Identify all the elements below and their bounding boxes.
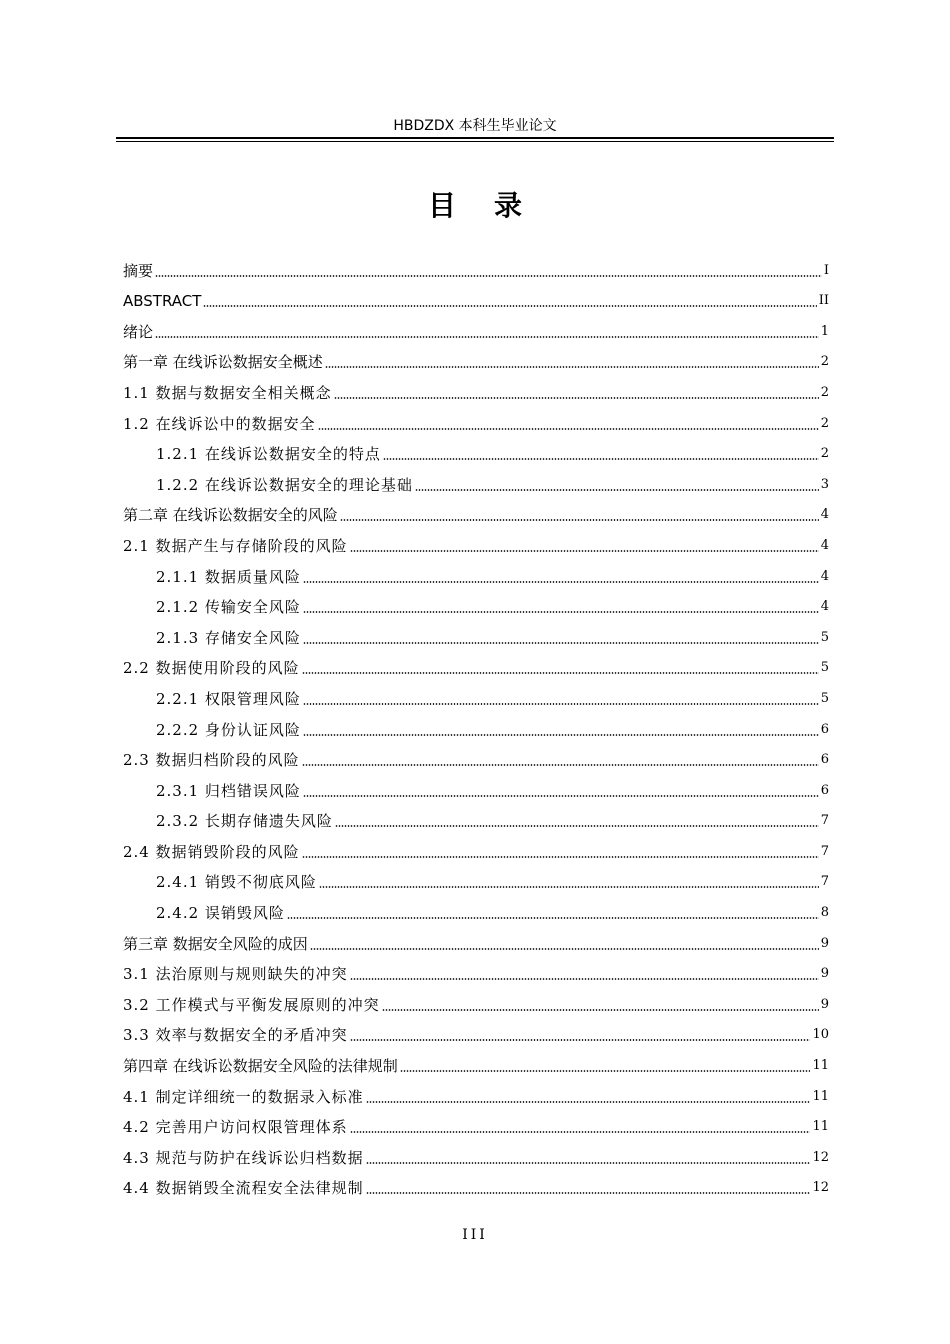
dot-leader: [310, 948, 819, 950]
toc-entry-page: 6: [820, 752, 829, 768]
toc-entry[interactable]: [123, 467, 829, 498]
toc-entry-page: 2: [820, 384, 829, 400]
toc-entry[interactable]: [123, 559, 829, 590]
toc-entry-page: 5: [820, 690, 829, 706]
dot-leader: [155, 336, 819, 338]
toc-entry-title: 2.2 数据使用阶段的风险: [123, 659, 300, 678]
toc-entry[interactable]: [123, 528, 829, 559]
toc-entry-page: 11: [812, 1088, 829, 1104]
toc-entry-title: 1.2.2 在线诉讼数据安全的理论基础: [156, 475, 413, 494]
dot-leader: [350, 550, 819, 552]
toc-entry-page: 9: [820, 966, 829, 982]
toc-entry-page: 11: [812, 1119, 829, 1135]
toc-entry-page: 6: [820, 782, 829, 798]
toc-entry-title: 3.2 工作模式与平衡发展原则的冲突: [123, 995, 380, 1014]
toc-title: 目录: [427, 189, 560, 222]
toc-entry[interactable]: [123, 1079, 829, 1110]
toc-entry-page: 7: [820, 843, 829, 859]
toc-entry-title: 2.1 数据产生与存储阶段的风险: [123, 536, 348, 555]
toc-entry-title: ABSTRACT: [123, 292, 202, 311]
toc-entry-page: 11: [812, 1058, 829, 1074]
toc-entry-page: 2: [820, 446, 829, 462]
dot-leader: [350, 978, 819, 980]
toc-entry-title: 2.1.1 数据质量风险: [156, 567, 301, 586]
toc-entry-title: 第二章 在线诉讼数据安全的风险: [123, 506, 338, 525]
toc-entry[interactable]: [123, 895, 829, 926]
dot-leader: [340, 519, 819, 521]
toc-entry-title: 3.1 法治原则与规则缺失的冲突: [123, 965, 348, 984]
toc-entry-title: 第四章 在线诉讼数据安全风险的法律规制: [123, 1057, 398, 1076]
toc-entry[interactable]: [123, 712, 829, 743]
toc-entry-page: 7: [820, 874, 829, 890]
header-rule-thin: [116, 141, 834, 142]
toc-entry[interactable]: [123, 681, 829, 712]
toc-entry[interactable]: [123, 590, 829, 621]
toc-entry-page: 3: [820, 476, 829, 492]
toc-entry-title: 1.2 在线诉讼中的数据安全: [123, 414, 316, 433]
toc-entry-title: 3.3 效率与数据安全的矛盾冲突: [123, 1026, 348, 1045]
toc-entry[interactable]: [123, 773, 829, 804]
toc-entry-title: 2.3.1 归档错误风险: [156, 781, 301, 800]
toc-entry[interactable]: [123, 651, 829, 682]
page-number: III: [462, 1227, 488, 1243]
toc-entry-page: 8: [820, 905, 829, 921]
dot-leader: [302, 764, 819, 766]
dot-leader: [319, 886, 819, 888]
toc-entry-page: 6: [820, 721, 829, 737]
toc-entry[interactable]: [123, 406, 829, 437]
dot-leader: [318, 428, 819, 430]
toc-entry[interactable]: [123, 437, 829, 468]
toc-entry-page: 1: [820, 323, 829, 339]
dot-leader: [303, 581, 819, 583]
dot-leader: [383, 458, 819, 460]
toc-entry[interactable]: [123, 620, 829, 651]
toc-entry-title: 2.2.1 权限管理风险: [156, 689, 301, 708]
dot-leader: [366, 1101, 811, 1103]
table-of-contents: [123, 253, 829, 1201]
toc-entry-title: 2.3.2 长期存储遗失风险: [156, 812, 333, 831]
dot-leader: [303, 611, 819, 613]
toc-entry-title: 第一章 在线诉讼数据安全概述: [123, 353, 323, 372]
toc-entry[interactable]: [123, 1110, 829, 1141]
toc-entry-title: 4.3 规范与防护在线诉讼归档数据: [123, 1148, 364, 1167]
toc-entry[interactable]: [123, 926, 829, 957]
toc-entry-title: 摘要: [123, 261, 154, 280]
toc-entry-page: 7: [820, 813, 829, 829]
toc-entry[interactable]: [123, 834, 829, 865]
dot-leader: [366, 1192, 811, 1194]
toc-entry[interactable]: [123, 865, 829, 896]
toc-entry[interactable]: [123, 375, 829, 406]
toc-entry-page: I: [823, 262, 829, 278]
toc-entry-title: 2.2.2 身份认证风险: [156, 720, 301, 739]
dot-leader: [415, 489, 819, 491]
toc-entry-title: 2.4.2 误销毁风险: [156, 904, 285, 923]
toc-entry-page: 9: [820, 935, 829, 951]
toc-entry-title: 2.1.3 存储安全风险: [156, 628, 301, 647]
toc-entry[interactable]: [123, 498, 829, 529]
toc-entry-page: 10: [812, 1027, 829, 1043]
toc-entry-page: 4: [820, 537, 829, 553]
dot-leader: [382, 1009, 819, 1011]
toc-entry[interactable]: [123, 1171, 829, 1202]
toc-entry-title: 4.1 制定详细统一的数据录入标准: [123, 1087, 364, 1106]
toc-entry-page: 4: [820, 507, 829, 523]
dot-leader: [303, 734, 819, 736]
toc-entry[interactable]: [123, 987, 829, 1018]
toc-entry[interactable]: [123, 957, 829, 988]
dot-leader: [303, 703, 819, 705]
toc-entry[interactable]: [123, 253, 829, 284]
dot-leader: [350, 1039, 811, 1041]
toc-entry[interactable]: [123, 284, 829, 315]
toc-entry-page: 2: [820, 415, 829, 431]
dot-leader: [325, 366, 819, 368]
toc-entry-page: 9: [820, 996, 829, 1012]
toc-entry-title: 2.1.2 传输安全风险: [156, 598, 301, 617]
toc-entry-title: 2.4.1 销毁不彻底风险: [156, 873, 317, 892]
dot-leader: [350, 1131, 811, 1133]
toc-entry-title: 4.2 完善用户访问权限管理体系: [123, 1118, 348, 1137]
dot-leader: [335, 825, 819, 827]
toc-entry[interactable]: [123, 743, 829, 774]
toc-entry-title: 1.1 数据与数据安全相关概念: [123, 383, 332, 402]
header-rule-thick: [116, 137, 834, 139]
toc-entry-page: 12: [812, 1180, 829, 1196]
dot-leader: [302, 856, 819, 858]
toc-entry-title: 绪论: [123, 322, 154, 341]
page-header: HBDZDX 本科生毕业论文: [393, 118, 557, 134]
dot-leader: [155, 275, 822, 277]
toc-entry-page: 4: [820, 568, 829, 584]
toc-entry[interactable]: [123, 804, 829, 835]
dot-leader: [287, 917, 819, 919]
toc-entry-page: 4: [820, 599, 829, 615]
dot-leader: [366, 1162, 811, 1164]
toc-entry[interactable]: [123, 1018, 829, 1049]
toc-entry[interactable]: [123, 345, 829, 376]
toc-entry-title: 2.4 数据销毁阶段的风险: [123, 842, 300, 861]
toc-entry-page: 5: [820, 660, 829, 676]
toc-entry-page: II: [818, 293, 829, 309]
toc-entry-page: 5: [820, 629, 829, 645]
dot-leader: [203, 305, 816, 307]
toc-entry[interactable]: [123, 1048, 829, 1079]
dot-leader: [303, 642, 819, 644]
toc-entry-title: 4.4 数据销毁全流程安全法律规制: [123, 1179, 364, 1198]
toc-entry-page: 2: [820, 354, 829, 370]
toc-entry-title: 2.3 数据归档阶段的风险: [123, 751, 300, 770]
dot-leader: [303, 795, 819, 797]
toc-entry[interactable]: [123, 1140, 829, 1171]
toc-entry-title: 1.2.1 在线诉讼数据安全的特点: [156, 445, 381, 464]
dot-leader: [334, 397, 819, 399]
toc-entry[interactable]: [123, 314, 829, 345]
dot-leader: [302, 672, 819, 674]
toc-entry-title: 第三章 数据安全风险的成因: [123, 934, 308, 953]
toc-entry-page: 12: [812, 1149, 829, 1165]
dot-leader: [400, 1070, 811, 1072]
